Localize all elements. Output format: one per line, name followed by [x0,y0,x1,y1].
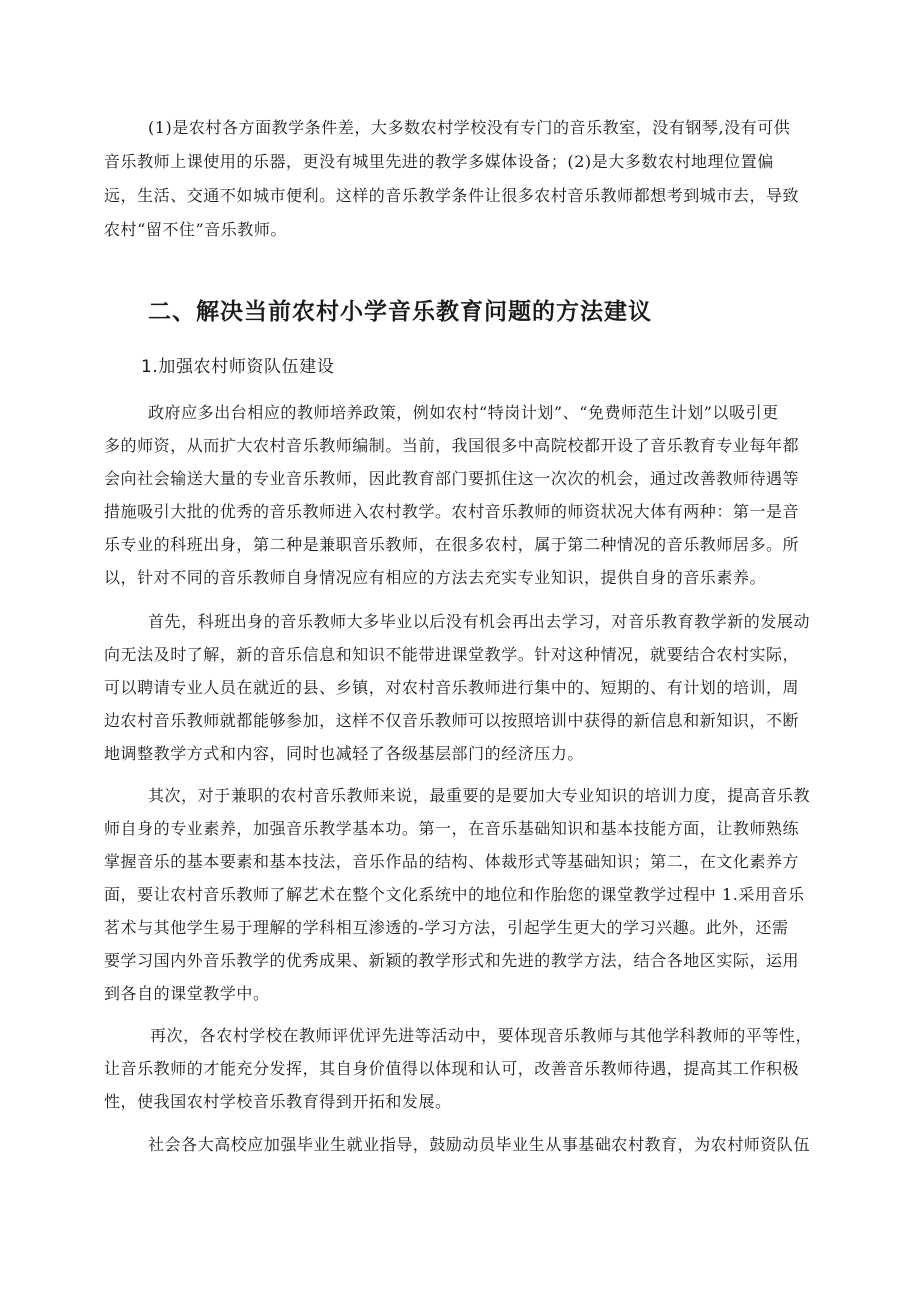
paragraph-3-line-1: 首先，科班出身的音乐教师大多毕业以后没有机会再出去学习，对音乐教育教学新的发展动 [148,612,811,631]
paragraph-4-line-3: 掌握音乐的基本要素和基本技法，音乐作品的结构、体裁形式等基础知识；第二，在文化素养方 [104,852,800,871]
paragraph-4-line-4: 面，要让农村音乐教师了解艺术在整个文化系统中的地位和作胎您的课堂教学过程中 1.采用音乐 [104,885,805,904]
paragraph-1-line-3: 远，生活、交通不如城市便利。这样的音乐教学条件让很多农村音乐教师都想考到城市去，导致 [104,186,800,205]
section-heading: 二、解决当前农村小学音乐教育问题的方法建议 [148,299,652,325]
paragraph-4-line-2: 师自身的专业素养，加强音乐教学基本功。第一，在音乐基础知识和基本技能方面，让教师熟练 [104,819,800,838]
subsection-heading: 1.加强农村师资队伍建设 [141,357,335,377]
paragraph-5-line-1: 再次，各农村学校在教师评优评先进等活动中，要体现音乐教师与其他学科教师的平等性， [150,1026,813,1045]
paragraph-4-line-1: 其次，对于兼职的农村音乐教师来说，最重要的是要加大专业知识的培训力度，提高音乐教 [148,786,811,805]
paragraph-4-line-7: 到各自的课堂教学中。 [104,984,270,1003]
paragraph-2-line-2: 多的师资，从而扩大农村音乐教师编制。当前，我国很多中高院校都开设了音乐教育专业每年都 [104,436,800,455]
paragraph-2-line-4: 措施吸引大批的优秀的音乐教师进入农村教学。农村音乐教师的师资状况大体有两种：第一是音 [104,502,800,521]
paragraph-2-line-6: 以，针对不同的音乐教师自身情况应有相应的方法去充实专业知识，提供自身的音乐素养。 [104,568,767,587]
paragraph-4-line-6: 要学习国内外音乐教学的优秀成果、新颖的教学形式和先进的教学方法，结合各地区实际，运用 [104,951,800,970]
paragraph-5-line-2: 让音乐教师的才能充分发挥，其自身价值得以体现和认可，改善音乐教师待遇，提高其工作积极 [104,1059,800,1078]
paragraph-2-line-1: 政府应多出台相应的教师培养政策，例如农村“特岗计划”、“免费师范生计划”以吸引更 [148,403,779,422]
paragraph-3-line-4: 边农村音乐教师就都能够参加，这样不仅音乐教师可以按照培训中获得的新信息和新知识，不断 [104,711,800,730]
paragraph-6-line-1: 社会各大高校应加强毕业生就业指导，鼓励动员毕业生从事基础农村教育，为农村师资队伍 [148,1135,811,1154]
paragraph-3-line-2: 向无法及时了解，新的音乐信息和知识不能带进课堂教学。针对这种情况，就要结合农村实际， [104,645,800,664]
paragraph-3-line-5: 地调整教学方式和内容，同时也减轻了各级基层部门的经济压力。 [104,744,584,763]
paragraph-1-line-2: 音乐教师上课使用的乐器，更没有城里先进的教学多媒体设备；(2)是大多数农村地理位置偏 [104,152,774,171]
paragraph-5-line-3: 性，使我国农村学校音乐教育得到开拓和发展。 [104,1092,452,1111]
paragraph-1-line-1: (1)是农村各方面教学条件差，大多数农村学校没有专门的音乐教室，没有钢琴,没有可供 [148,118,791,137]
paragraph-2-line-3: 会向社会输送大量的专业音乐教师，因此教育部门要抓住这一次次的机会，通过改善教师待遇等 [104,469,800,488]
paragraph-1-line-4: 农村“留不住”音乐教师。 [104,220,287,239]
paragraph-4-line-5: 茗术与其他学生易于理解的学科相互渗透的-学习方法，引起学生更大的学习兴趣。此外，还需 [104,918,789,937]
paragraph-3-line-3: 可以聘请专业人员在就近的县、乡镇，对农村音乐教师进行集中的、短期的、有计划的培训，周 [104,678,800,697]
paragraph-2-line-5: 乐专业的科班出身，第二种是兼职音乐教师，在很多农村，属于第二种情况的音乐教师居多。所 [104,535,800,554]
